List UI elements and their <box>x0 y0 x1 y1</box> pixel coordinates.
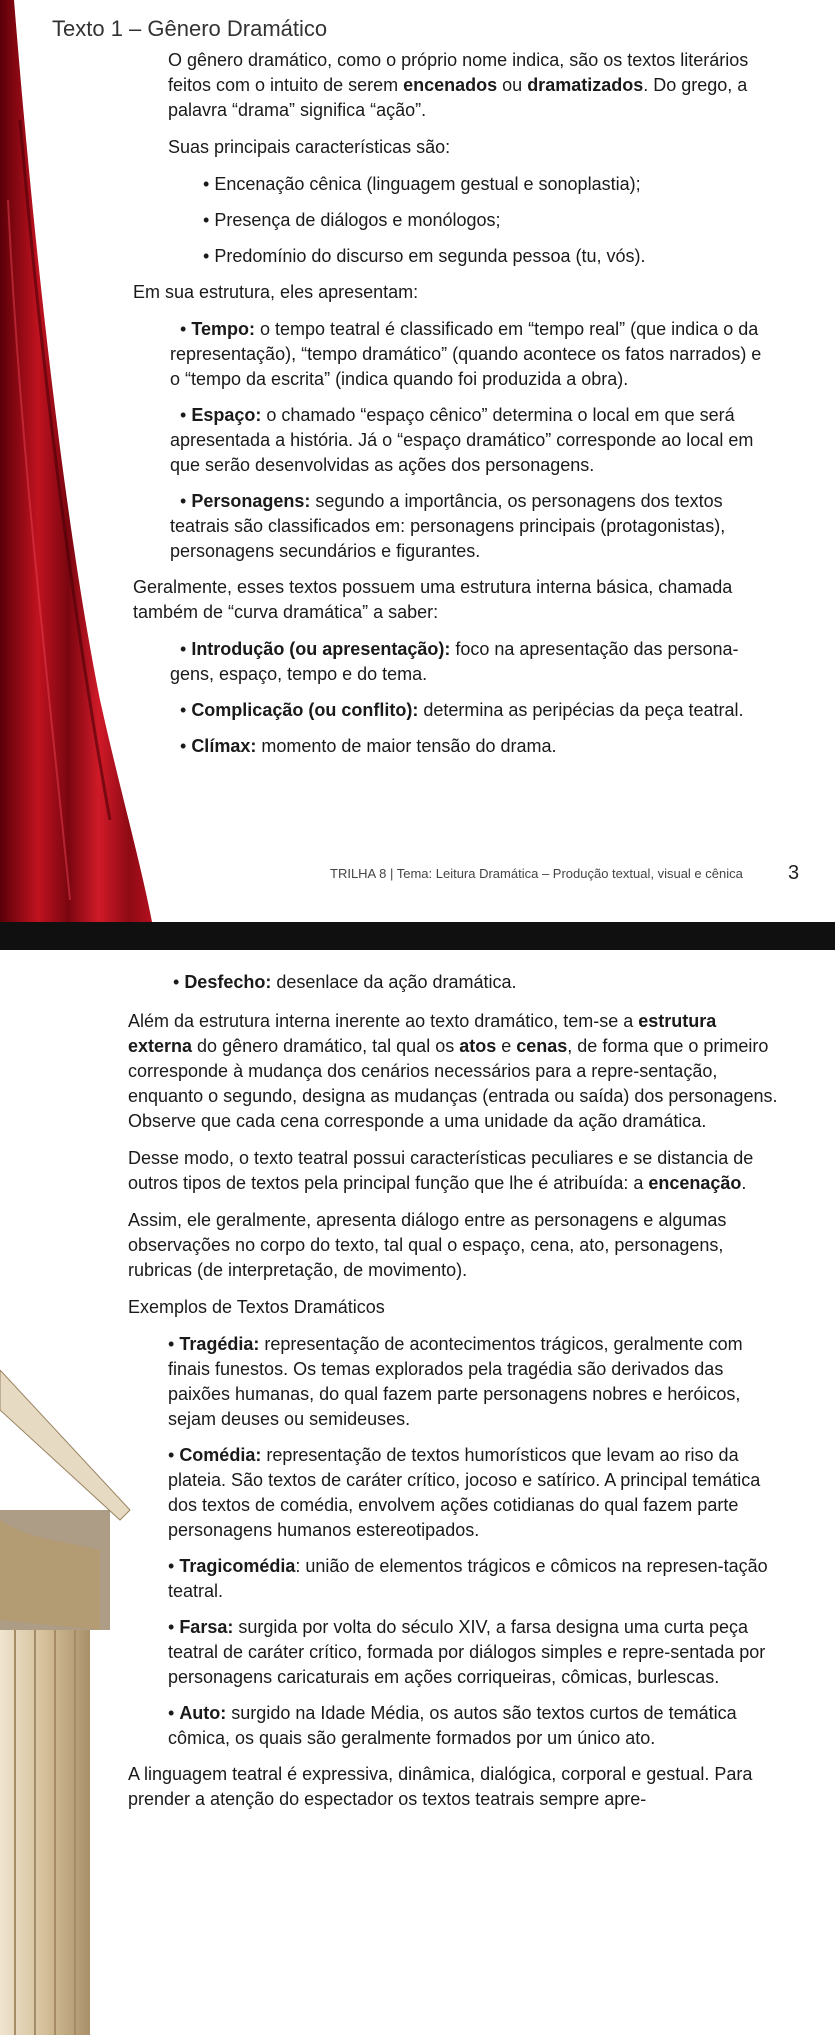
characteristics-heading: Suas principais características são: <box>168 137 451 157</box>
page2-body <box>128 970 778 1824</box>
list-item: • Tragicomédia: união de elementos trágicos e cômicos na represen-tação teatral. <box>168 1556 768 1601</box>
list-item: • Auto: surgido na Idade Média, os autos são textos curtos de temática cômica, os quais são geralmente formados por um único ato. <box>168 1703 737 1748</box>
examples-list <box>128 1332 778 1751</box>
examples-heading: Exemplos de Textos Dramáticos <box>128 1297 385 1317</box>
list-item: • Introdução (ou apresentação): foco na apresentação das persona-gens, espaço, tempo e do tema. <box>170 639 739 684</box>
list-item: • Complicação (ou conflito): determina as peripécias da peça teatral. <box>180 700 744 720</box>
page-4 <box>0 950 835 2035</box>
list-item: • Encenação cênica (linguagem gestual e sonoplastia); <box>203 174 641 194</box>
page-3 <box>0 0 835 922</box>
structure-list <box>128 317 773 564</box>
external-structure-paragraph: Além da estrutura interna inerente ao texto dramático, tem-se a estrutura externa do gênero dramático, tal qual os atos e cenas, de forma que o primeiro corresponde à mudança dos cenários necessários para a repre-sentação, enquanto o segundo, designa as mudanças (entrada ou saída) dos personagens. Observe que cada cena corresponde a uma unidade da ação dramática. <box>128 1011 778 1131</box>
list-item: • Clímax: momento de maior tensão do drama. <box>180 736 557 756</box>
list-item: • Predomínio do discurso em segunda pessoa (tu, vós). <box>203 246 646 266</box>
structure-heading: Em sua estrutura, eles apresentam: <box>133 282 419 302</box>
page-number: 3 <box>788 862 800 884</box>
greek-column-image <box>0 1370 140 2035</box>
page-footer: TRILHA 8 | Tema: Leitura Dramática – Produção textual, visual e cênica <box>330 866 743 881</box>
closing-paragraph: A linguagem teatral é expressiva, dinâmica, dialógica, corporal e gestual. Para prender a atenção do espectador os textos teatrais sempre apre- <box>128 1764 753 1809</box>
dialogue-paragraph: Assim, ele geralmente, apresenta diálogo entre as personagens e algumas observações no corpo do texto, tal qual o espaço, cena, ato, personagens, rubricas (de interpretação, de movimento). <box>128 1210 727 1280</box>
list-item: • Tempo: o tempo teatral é classificado em “tempo real” (que indica o da representação), “tempo dramático” (quando acontece os fatos narrados) e o “tempo da escrita” (indica quando foi produzida a obra). <box>170 319 762 389</box>
curve-heading: Geralmente, esses textos possuem uma estrutura interna básica, chamada também de “curva dramática” a saber: <box>133 577 733 622</box>
section-title: Texto 1 – Gênero Dramático <box>52 16 328 41</box>
list-item: • Farsa: surgida por volta do século XIV, a farsa designa uma curta peça teatral de caráter crítico, formada por diálogos simples e repre-sentada por personagens caricaturais em ações corriqueiras, cômicas, burlescas. <box>168 1617 766 1687</box>
list-item: • Comédia: representação de textos humorísticos que levam ao riso da plateia. São textos de caráter crítico, jocoso e satírico. A principal temática dos textos de comédia, envolvem ações cotidianas do qual fazem parte personagens humanos estereotipados. <box>168 1445 761 1540</box>
list-item: • Desfecho: desenlace da ação dramática. <box>173 972 517 992</box>
staging-paragraph: Desse modo, o texto teatral possui características peculiares e se distancia de outros tipos de textos pela principal função que lhe é atribuída: a encenação. <box>128 1148 754 1193</box>
curve-list <box>128 637 773 759</box>
list-item: • Presença de diálogos e monólogos; <box>203 210 501 230</box>
list-item: • Espaço: o chamado “espaço cênico” determina o local em que será apresentada a história. Já o “espaço dramático” corresponde ao local em que serão desenvolvidas as ações dos personagens. <box>170 405 754 475</box>
list-item: • Personagens: segundo a importância, os personagens dos textos teatrais são classificados em: personagens principais (protagonistas), personagens secundários e figurantes. <box>170 491 726 561</box>
list-item: • Tragédia: representação de acontecimentos trágicos, geralmente com finais funestos. Os temas explorados pela tragédia são derivados das paixões humanas, do qual fazem parte personagens nobres e heróicos, sejam deuses ou semideuses. <box>168 1334 743 1429</box>
characteristics-list <box>128 172 773 269</box>
page1-body <box>128 48 773 770</box>
intro-paragraph: O gênero dramático, como o próprio nome indica, são os textos literários feitos com o intuito de serem encenados ou dramatizados. Do grego, a palavra “drama” significa “ação”. <box>168 50 749 120</box>
page-divider <box>0 922 835 950</box>
